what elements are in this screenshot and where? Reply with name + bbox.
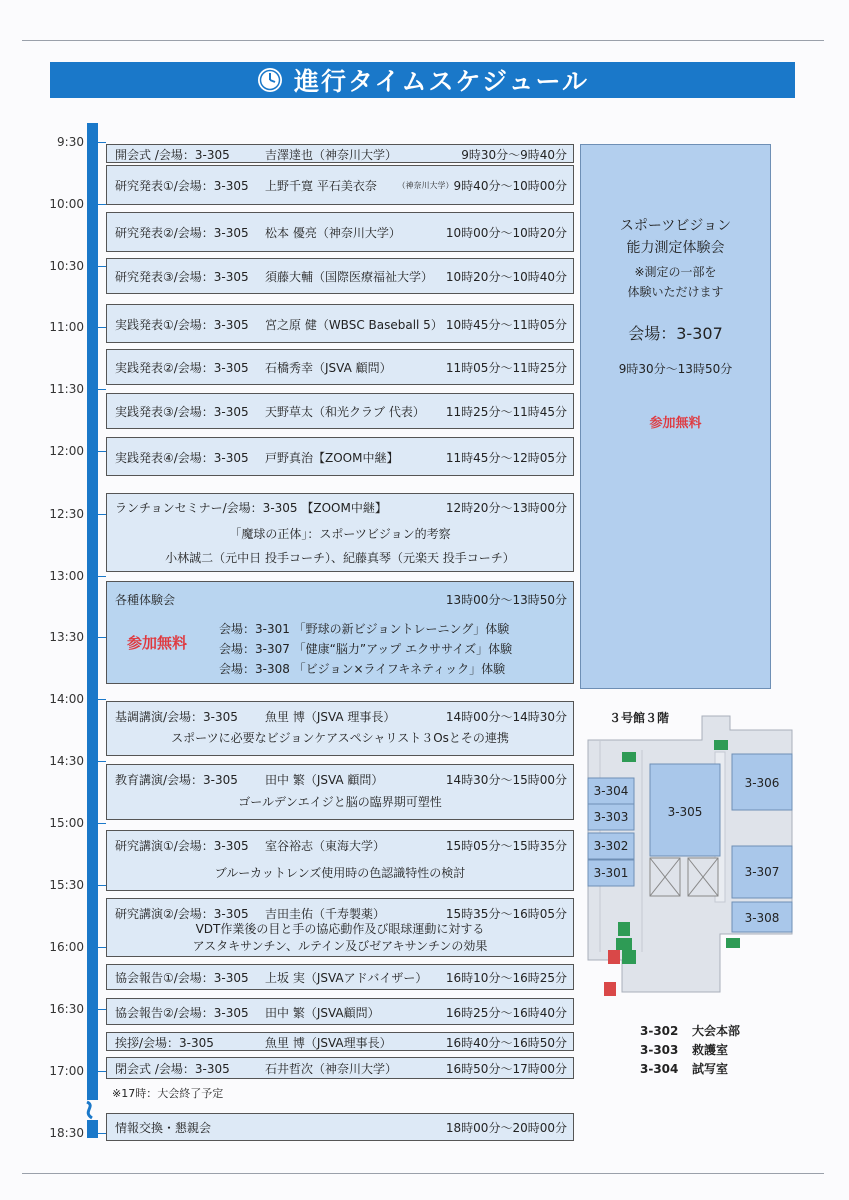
time-label: 16:00 [49, 940, 84, 954]
event-speaker: 宮之原 健（WBSC Baseball 5） [265, 317, 443, 332]
event-time: 14時00分～14時30分 [445, 710, 567, 724]
event-speaker: 天野草太（和光クラブ 代表） [265, 405, 425, 419]
room-3-308-label: 3-308 [744, 911, 780, 925]
event-time: 9時40分～10時00分 [453, 179, 567, 193]
event-header [115, 1004, 567, 1021]
experience-item: 会場：3-301 「野球の新ビジョントレーニング」体験 [219, 622, 510, 636]
event-title: 研究講演②/会場：3-305 [115, 907, 249, 921]
schedule-event [106, 964, 574, 990]
event-time: 11時25分～11時45分 [445, 405, 567, 419]
event-title: 実践発表③/会場：3-305 [115, 405, 249, 419]
event-speaker: 魚里 博（JSVA 理事長） [265, 710, 396, 724]
time-tick [98, 1071, 106, 1072]
event-time: 11時05分～11時25分 [445, 361, 567, 375]
legend-name: 試写室 [692, 1062, 729, 1076]
event-title: 協会報告②/会場：3-305 [115, 1005, 249, 1020]
bottom-rule [22, 1173, 824, 1174]
schedule-event [106, 898, 574, 957]
time-label: 10:30 [49, 259, 84, 273]
event-header [115, 359, 567, 376]
event-title: 閉会式 /会場：3-305 [115, 1062, 230, 1076]
event-speaker: 石橋秀幸（JSVA 顧問） [265, 361, 392, 375]
schedule-event [106, 1032, 574, 1051]
event-speaker: 石井哲次（神奈川大学） [265, 1062, 398, 1076]
event-speaker: 魚里 博（JSVA理事長） [265, 1035, 392, 1050]
sports-line-1: スポーツビジョン [619, 218, 732, 234]
event-header [115, 771, 567, 788]
time-tick [98, 885, 106, 886]
time-label: 15:30 [49, 878, 84, 892]
time-label: 11:00 [49, 320, 84, 334]
experience-item: 会場：3-307 「健康“脳力”アップ エクササイズ」体験 [219, 642, 513, 656]
event-speaker: 須藤大輔（国際医療福祉大学） [265, 270, 434, 284]
schedule-event [106, 1113, 574, 1141]
event-title: 教育講演/会場：3-305 [115, 773, 238, 787]
time-tick [98, 1133, 106, 1134]
page-title-bar [50, 62, 795, 98]
schedule-event [106, 393, 574, 429]
schedule-event [106, 830, 574, 891]
sports-line-3: ※測定の一部を [634, 265, 717, 279]
event-time: 10時20分～10時40分 [445, 270, 567, 284]
legend-room: 3-304 [640, 1062, 679, 1076]
clock-icon [256, 66, 284, 94]
event-speakers: 小林誠二（元中日 投手コーチ）、紀藤真琴（元楽天 投手コーチ） [165, 551, 515, 565]
time-label: 12:30 [49, 507, 84, 521]
stairs-icon [616, 938, 632, 950]
schedule-event [106, 581, 574, 684]
time-label: 15:00 [49, 816, 84, 830]
schedule-event [106, 165, 574, 205]
event-title: 研究講演①/会場：3-305 [115, 839, 249, 853]
time-tick [98, 761, 106, 762]
time-label: 12:00 [49, 444, 84, 458]
event-subtitle: 「魔球の正体」：スポーツビジョン的考察 [229, 527, 451, 541]
schedule-event [106, 998, 574, 1025]
legend-name: 大会本部 [692, 1024, 741, 1038]
event-title: 実践発表②/会場：3-305 [115, 361, 249, 375]
time-tick [98, 389, 106, 390]
time-tick [98, 947, 106, 948]
event-time: 15時35分～16時05分 [445, 907, 567, 921]
sports-vision-box [580, 144, 771, 689]
event-speaker: 吉田圭佑（千寿製薬） [265, 907, 386, 921]
legend-item [640, 1022, 740, 1039]
event-speaker: 松本 優亮（神奈川大学） [265, 226, 401, 240]
event-time: 13時00分～13時50分 [445, 593, 567, 607]
event-speaker: 上野千寛 平石美衣奈 [265, 179, 377, 193]
end-note: ※17時：大会終了予定 [112, 1087, 224, 1100]
exit-sign-icon [714, 740, 728, 750]
timeline-bar [87, 123, 98, 1138]
event-title: 実践発表④/会場：3-305 [115, 450, 249, 465]
time-tick [98, 699, 106, 700]
sports-time: 9時30分～13時50分 [618, 362, 733, 376]
time-tick [98, 514, 106, 515]
event-speaker-affiliation: （神奈川大学） [397, 181, 454, 190]
event-speaker: 戸野真治【ZOOM中継】 [265, 450, 399, 465]
event-header [115, 146, 567, 163]
event-time: 14時30分～15時00分 [445, 773, 567, 787]
event-speaker: 田中 繁（JSVA顧問） [265, 1005, 380, 1020]
legend-item [640, 1060, 728, 1077]
schedule-event [106, 1057, 574, 1079]
event-time: 16時50分～17時00分 [445, 1062, 567, 1076]
sports-free-label: 参加無料 [649, 416, 702, 431]
event-time: 16時25分～16時40分 [445, 1005, 567, 1020]
page-title: 進行タイムスケジュール [293, 67, 589, 96]
schedule-event [106, 437, 574, 476]
event-time: 10時00分～10時20分 [445, 226, 567, 240]
time-tick [98, 142, 106, 143]
legend-item [640, 1041, 728, 1058]
event-topic: ゴールデンエイジと脳の臨界期可塑性 [238, 795, 442, 809]
restroom-icon [604, 982, 616, 996]
event-topic-line-2: アスタキサンチン、ルテイン及びゼアキサンチンの効果 [192, 939, 488, 953]
time-tick [98, 451, 106, 452]
schedule-event [106, 144, 574, 163]
schedule-event [106, 258, 574, 294]
legend-room: 3-302 [640, 1024, 679, 1038]
event-time: 16時40分～16時50分 [445, 1035, 567, 1050]
event-speaker: 田中 繁（JSVA 顧問） [265, 773, 384, 787]
event-speaker: 上坂 実（JSVAアドバイザー） [265, 971, 428, 985]
event-header [115, 449, 567, 466]
elevator-icon [618, 922, 630, 936]
room-3-307-label: 3-307 [744, 865, 780, 879]
sports-venue: 会場：3-307 [628, 324, 723, 343]
time-label: 13:30 [49, 630, 84, 644]
room-3-302-label: 3-302 [593, 839, 629, 853]
schedule-event [106, 212, 574, 252]
event-topic-line-1: VDT作業後の目と手の協応動作及び眼球運動に対する [195, 922, 485, 936]
event-header [115, 499, 567, 516]
time-tick [98, 327, 106, 328]
schedule-event [106, 764, 574, 820]
legend-room: 3-303 [640, 1043, 679, 1057]
time-tick [98, 576, 106, 577]
event-time: 11時45分～12時05分 [445, 450, 567, 465]
time-label: 17:00 [49, 1064, 84, 1078]
event-title: 挨拶/会場：3-305 [115, 1035, 214, 1050]
room-3-306-label: 3-306 [744, 776, 780, 790]
event-title: 研究発表②/会場：3-305 [115, 226, 249, 240]
event-title: 協会報告①/会場：3-305 [115, 971, 249, 985]
event-title: 開会式 /会場：3-305 [115, 147, 230, 162]
event-time: 10時45分～11時05分 [445, 317, 567, 332]
room-3-305-label: 3-305 [667, 805, 703, 819]
time-label: 16:30 [49, 1002, 84, 1016]
event-time: 18時00分～20時00分 [445, 1121, 567, 1135]
event-time: 15時05分～15時35分 [445, 839, 567, 853]
accessible-icon [622, 950, 636, 964]
event-title: ランチョンセミナー/会場：3-305 【ZOOM中継】 [115, 501, 387, 515]
room-3-304-label: 3-304 [593, 784, 629, 798]
event-title: 実践発表①/会場：3-305 [115, 317, 249, 332]
floor-map-title: ３号館３階 [609, 711, 670, 725]
sports-line-2: 能力測定体験会 [626, 240, 725, 256]
exit-sign-icon [726, 938, 740, 948]
event-title: 基調講演/会場：3-305 [115, 710, 238, 724]
time-label: 13:00 [49, 569, 84, 583]
event-time: 16時10分～16時25分 [445, 971, 567, 985]
event-title: 研究発表①/会場：3-305 [115, 179, 249, 193]
event-header [115, 316, 567, 333]
time-tick [98, 1009, 106, 1010]
event-header [115, 403, 567, 420]
sports-line-4: 体験いただけます [627, 285, 724, 299]
time-label: 14:30 [49, 754, 84, 768]
event-header [115, 1060, 567, 1077]
event-title: 研究発表③/会場：3-305 [115, 270, 249, 284]
free-admission-label: 参加無料 [127, 634, 188, 652]
experience-item: 会場：3-308 「ビジョン×ライフキネティック」体験 [219, 662, 506, 676]
schedule-event [106, 349, 574, 385]
event-title: 各種体験会 [115, 593, 176, 607]
event-title: 情報交換・懇親会 [115, 1121, 212, 1135]
event-topic: ブルーカットレンズ使用時の色認識特性の検討 [214, 866, 466, 880]
event-header [115, 591, 567, 608]
event-speaker: 吉澤達也（神奈川大学） [265, 147, 398, 162]
schedule-event [106, 304, 574, 343]
time-label: 11:30 [49, 382, 84, 396]
event-header [115, 708, 567, 725]
event-time: 12時20分～13時00分 [445, 501, 567, 515]
time-label: 18:30 [49, 1126, 84, 1140]
time-tick [98, 266, 106, 267]
event-header [115, 1119, 567, 1136]
room-3-303-label: 3-303 [593, 810, 629, 824]
timeline-break-icon [80, 1100, 104, 1120]
event-topic: スポーツに必要なビジョンケアスペシャリスト３Osとその連携 [171, 731, 509, 745]
time-tick [98, 823, 106, 824]
time-tick [98, 637, 106, 638]
event-header [115, 969, 567, 986]
event-header [115, 268, 567, 285]
event-header [115, 837, 567, 854]
event-speaker: 室谷裕志（東海大学） [265, 839, 386, 853]
time-label: 9:30 [57, 135, 84, 149]
exit-sign-icon [622, 752, 636, 762]
event-header [115, 177, 567, 194]
event-header [115, 224, 567, 241]
room-3-301-label: 3-301 [593, 866, 629, 880]
event-header [115, 1034, 567, 1051]
event-time: 9時30分～9時40分 [461, 147, 567, 162]
time-label: 10:00 [49, 197, 84, 211]
legend-name: 救護室 [692, 1043, 729, 1057]
floor-map [580, 712, 800, 1012]
schedule-event [106, 493, 574, 572]
restroom-icon [608, 950, 620, 964]
schedule-event [106, 701, 574, 756]
time-tick [98, 204, 106, 205]
top-rule [22, 40, 824, 41]
time-label: 14:00 [49, 692, 84, 706]
